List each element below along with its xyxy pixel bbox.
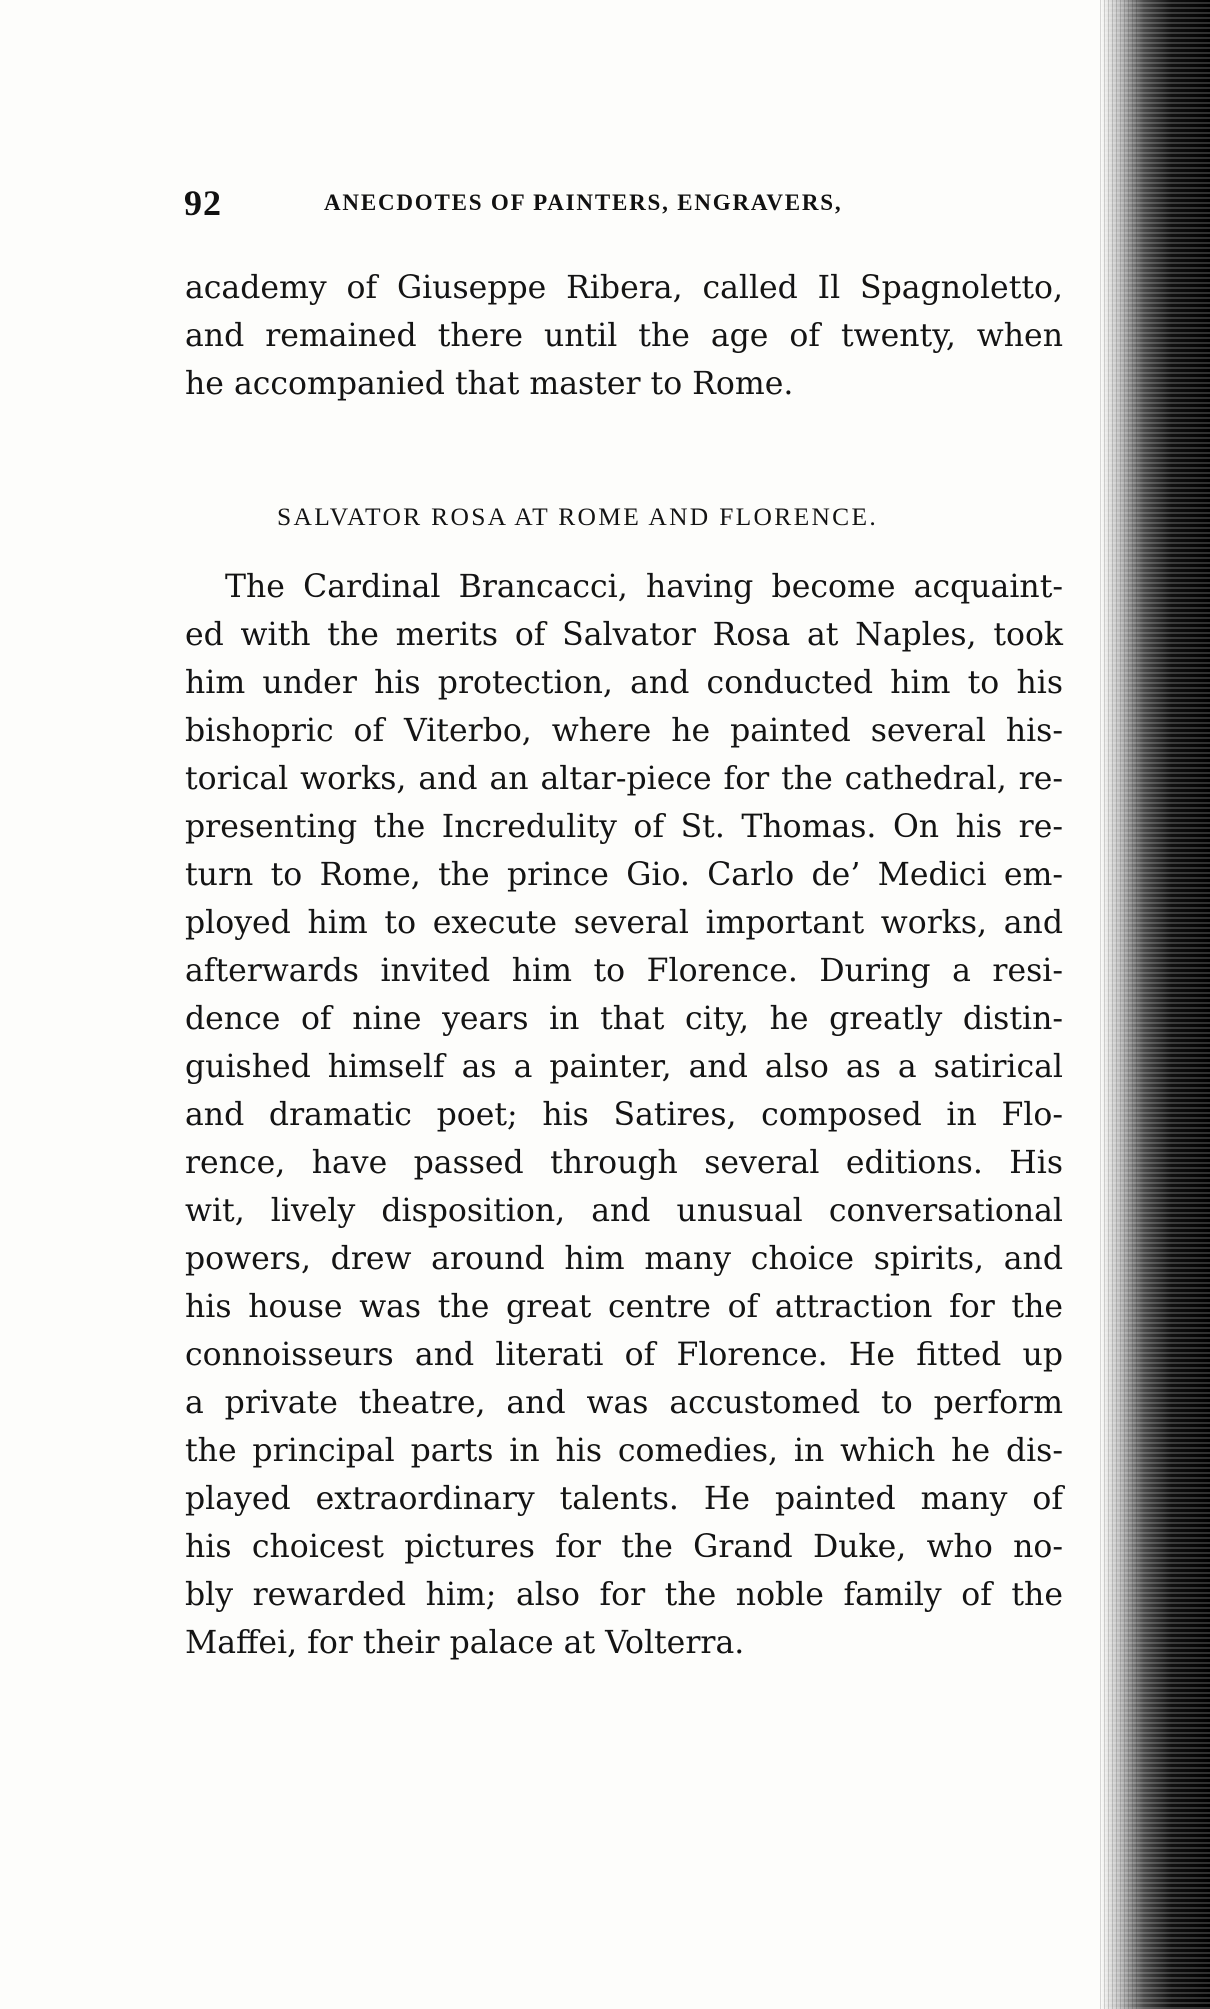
body-line-15: powers, drew around him many choice spirits, and <box>185 1241 1063 1277</box>
body-line-1: The Cardinal Brancacci, having become acquaint- <box>225 569 1063 605</box>
intro-line-1: academy of Giuseppe Ribera, called Il Spagnoletto, <box>185 270 1063 306</box>
binding-speckle <box>1100 0 1140 2009</box>
page-number: 92 <box>184 183 222 223</box>
body-line-6: presenting the Incredulity of St. Thomas. On his re- <box>185 809 1063 845</box>
intro-line-2: and remained there until the age of twenty, when <box>185 318 1063 354</box>
intro-line-3: he accompanied that master to Rome. <box>185 366 794 402</box>
running-head: ANECDOTES OF PAINTERS, ENGRAVERS, <box>324 190 843 215</box>
body-line-16: his house was the great centre of attraction for the <box>185 1289 1063 1325</box>
body-line-13: rence, have passed through several editions. His <box>185 1145 1063 1181</box>
body-line-19: the principal parts in his comedies, in which he dis- <box>185 1433 1063 1469</box>
body-line-4: bishopric of Viterbo, where he painted several his- <box>185 713 1063 749</box>
body-line-12: and dramatic poet; his Satires, composed in Flo- <box>185 1097 1063 1133</box>
body-line-17: connoisseurs and literati of Florence. He fitted up <box>185 1337 1063 1373</box>
body-line-3: him under his protection, and conducted him to his <box>185 665 1063 701</box>
body-line-11: guished himself as a painter, and also as a satirical <box>185 1049 1063 1085</box>
body-line-22: bly rewarded him; also for the noble family of the <box>185 1577 1063 1613</box>
body-line-10: dence of nine years in that city, he greatly distin- <box>185 1001 1063 1037</box>
body-line-8: ployed him to execute several important works, and <box>185 905 1063 941</box>
body-line-14: wit, lively disposition, and unusual conversational <box>185 1193 1063 1229</box>
body-line-5: torical works, and an altar-piece for the cathedral, re- <box>185 761 1063 797</box>
body-line-23: Maffei, for their palace at Volterra. <box>185 1625 745 1661</box>
body-line-21: his choicest pictures for the Grand Duke, who no- <box>185 1529 1063 1565</box>
section-heading: SALVATOR ROSA AT ROME AND FLORENCE. <box>277 502 879 531</box>
body-line-20: played extraordinary talents. He painted many of <box>185 1481 1063 1517</box>
body-line-7: turn to Rome, the prince Gio. Carlo de’ Medici em- <box>185 857 1063 893</box>
body-line-2: ed with the merits of Salvator Rosa at Naples, took <box>185 617 1063 653</box>
body-line-9: afterwards invited him to Florence. During a resi- <box>185 953 1063 989</box>
page-header <box>184 182 1064 232</box>
body-line-18: a private theatre, and was accustomed to perform <box>185 1385 1063 1421</box>
